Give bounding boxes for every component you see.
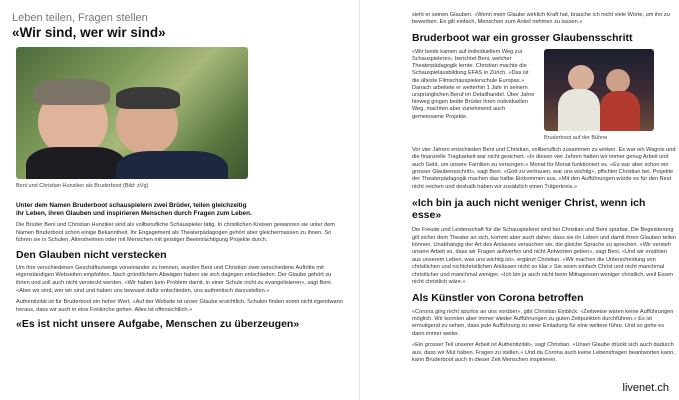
section-heading: Den Glauben nicht verstecken bbox=[16, 248, 167, 261]
paragraph: «Wir beide kamen auf individuellem Weg zur Schauspielerei», berichtet Beni, welcher Theaterpädagogik lernte. Christian machte die Schauspielausbildung EFAS in Zürich. «Das ist die älteste Filmschauspielerschule Europas.» Danach arbeitete er weiterhin 1 Jahr in seinem ursprünglichen Beruf im Detailhandel. Über Jahre hinweg gingen beide Brüder ihren individuellen Weg, machten aber zunehmend auch gemeinsame Projekte. bbox=[412, 48, 535, 120]
paragraph: Vor vier Jahren entschieden Beni und Christian, vollberuflich zusammen zu wirken. Es war ein Wagnis und die finanzielle Tragbarkeit war nicht gesichert. «In diesen vier Jahren hatten wir immer genug Arbeit und auch Geld, um unsere Familien zu versorgen.» Monat für Monat funktioniert es. «Es war aber schon ein grosser Glaubensschritt», sagt Beni. «Gott zu vertrauen, war uns wichtig», pflichtet Christian bei. Projekte der Theaterpädagogik machen das halbe Einkommen aus. «Mit den Aufführungen würde es für den Rest nicht reichen und deshalb haben wir zusätzlich einen Trägerkreis.» bbox=[412, 146, 676, 190]
stage-photo bbox=[544, 49, 654, 131]
pull-quote-heading: «Es ist nicht unsere Aufgabe, Menschen zu überzeugen» bbox=[16, 318, 300, 331]
article-title: «Wir sind, wer wir sind» bbox=[12, 25, 166, 40]
stage-photo-block bbox=[544, 49, 654, 142]
section-heading: Als Künstler von Corona betroffen bbox=[412, 291, 584, 304]
section-heading: Bruderboot war ein grosser Glaubensschritt bbox=[412, 31, 633, 44]
right-page bbox=[376, 0, 679, 400]
paragraph: Die Freude und Leidenschaft für die Schauspielerei sind bei Christian und Beni spürbar. Die Begeisterung gilt sicher dem Theater an sich, kommt aber auch daher, dass sie ihr Leben und damit ihren Glauben teilen können. Unabhängig der Art des Anlasses versuchen sie, die gleiche Sprache zu sprechen. «Wir versteh unsere Arbeit so, dass wir Fragen aufwerfen und nicht Antworten geben», sagt Beni. «Und wir erzählen aus unserem Leben, was uns wichtig ist», ergänzt Christian. «Wir machen die Unterscheidung von christlichen und nichtchristlichen Anlässen nicht so klar.» Sie seien einfach Christ und nicht manchmal christlicher und manchmal weniger. «Ich bin ja auch nicht beim Mittagessen weniger christlich, weil Essen nicht christlich wäre.» bbox=[412, 227, 677, 286]
article-lead: Unter dem Namen Bruderboot schauspielern zwei Brüder, teilen gleichzeitig ihr Leben, ihren Glauben und inspirieren Menschen durch Fragen zum Leben. bbox=[16, 202, 252, 217]
stage-photo-caption: Bruderboot auf der Bühne bbox=[544, 134, 608, 141]
site-watermark: livenet.ch bbox=[622, 382, 669, 394]
paragraph: «Corona ging nicht spurlos an uns vorüber», gibt Christian Einblick. «Zeitweise waren keine Aufführungen möglich. Wir konnten aber immer wieder Aufführungen zu guten Zeitpunkten durchführen.» Es ist ermutigend zu sehen, dass jede Aufführung zu einer Einladung für eine weitere führe. Und so gehe es dann immer weiter. bbox=[412, 308, 674, 337]
paragraph: «Ein grosser Teil unserer Arbeit ist Authentizität», sagt Christian. «Unser Glaube drückt sich auch dadurch aus, dass wir Mut haben, Fragen zu stellen.» Und da Corona auch keine Lebensfragen beantworten kann, kann Bruderboot auch in dieser Zeit Menschen inspirieren. bbox=[412, 342, 675, 363]
article-kicker: Leben teilen, Fragen stellen bbox=[12, 12, 148, 24]
photo-caption: Beni und Christian Hunziker als Bruderboot (Bild: zVg) bbox=[16, 183, 149, 189]
paragraph: sieht er seinen Glauben. «Wenn mein Glaube wirklich Kraft hat, brauche ich nicht viele Worte, um ihn zu bewerben. Es gilt einfach, Menschen zum Anteil nehmen zu lassen.» bbox=[412, 12, 670, 26]
paragraph: Um ihre verschiedenen Geschäftszweige voneinander zu trennen, wurden Beni und Christian zwei verschiedene Auftritte mit eigenständigen Webseiten empfohlen. Nach gründlichem Abwägen haben sie sich dagegen entschieden. Der Glaube gehört zu ihnen und soll auch nicht versteckt werden. «Wir haben kein Problem damit, in einer Schule nicht zu evangelisieren», sagt Beni. «Aber wir sind, wer wir sind und haben uns bewusst dafür entschieden, uns authentisch darzustellen.» bbox=[16, 264, 333, 294]
article-photo bbox=[16, 47, 248, 179]
text-photo-row bbox=[412, 49, 654, 142]
pull-quote-heading: «Ich bin ja auch nicht weniger Christ, wenn ich esse» bbox=[412, 197, 646, 222]
paragraph: Die Brüder Beni und Christian Hunziker sind als vollberufliche Schauspieler tätig. In christlichen Kreisen gewannen sie unter dem Namen Bruderboot schon einige Bekanntheit. Ihr Engagement als Theaterpädagogen gehört aber gleichermassen zu ihnen. So führen sie in Schulen, Altersheimen oder mit Menschen mit geistiger Beeinträchtigung Projekte durch. bbox=[16, 222, 336, 244]
paragraph: Authentizität ist für Bruderboot ein hoher Wert. «Auf der Website ist unser Glaube ersichtlich. Schulen finden somit nicht irgendwann heraus, dass wir auch in eine Freikirche gehen. Alles ist offensichtlich.» bbox=[16, 299, 343, 313]
